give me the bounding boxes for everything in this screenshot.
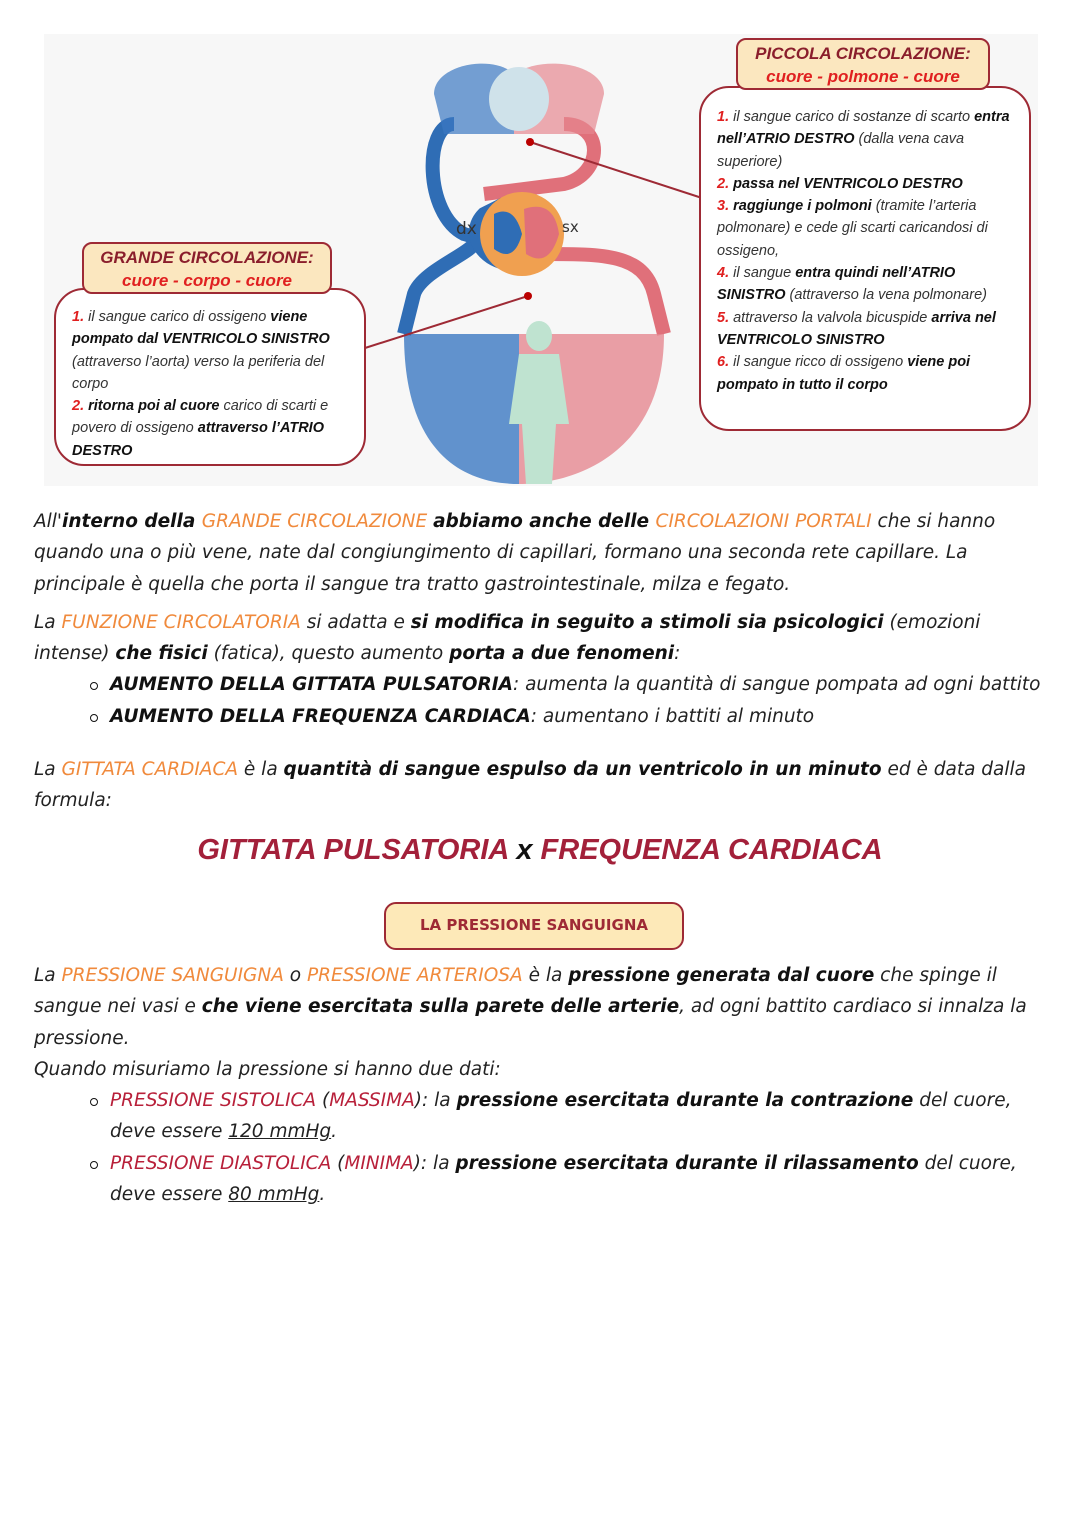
- text-run: abbiamo anche delle: [433, 511, 656, 532]
- body-text-1: [34, 506, 1044, 817]
- piccola-item-1: [717, 106, 1015, 173]
- item-text: (tramite l’arteria polmonare) e cede gli scarti caricandosi di ossigeno,: [717, 198, 988, 259]
- piccola-item-6: [717, 351, 1015, 396]
- paragraph-pressione: [34, 960, 1044, 1054]
- item-number: 6.: [717, 354, 730, 371]
- paragraph-funzione: [34, 607, 1044, 670]
- grande-item-1: [72, 306, 350, 395]
- section-heading-pressione: LA PRESSIONE SANGUIGNA: [384, 902, 684, 950]
- list-item-term: AUMENTO DELLA FREQUENZA CARDIACA: [110, 705, 531, 727]
- formula-operator: x: [508, 834, 541, 866]
- list-item: [110, 1148, 1044, 1211]
- pressure-value: 80 mmHg: [228, 1184, 320, 1206]
- text-run: .: [331, 1121, 338, 1143]
- piccola-circolazione-card: [699, 86, 1031, 431]
- item-bold: entra quindi nell’ATRIO SINISTRO: [717, 265, 956, 304]
- list-item-term: AUMENTO DELLA GITTATA PULSATORIA: [110, 674, 513, 696]
- text-run: .: [319, 1184, 326, 1206]
- list-item: [110, 669, 1044, 700]
- text-run: o: [283, 965, 307, 986]
- item-number: 2.: [717, 175, 730, 192]
- artery-path: [544, 254, 664, 334]
- pointer-dot: [524, 292, 532, 300]
- item-bold: arriva nel VENTRICOLO SINISTRO: [717, 309, 996, 348]
- grande-item-2: [72, 395, 350, 462]
- title-text: PICCOLA CIRCOLAZIONE:: [755, 44, 971, 63]
- highlight-term: PRESSIONE SANGUIGNA: [61, 965, 284, 986]
- paragraph-misura: Quando misuriamo la pressione si hanno due dati:: [34, 1058, 501, 1080]
- list-item-text: : aumentano i battiti al minuto: [530, 705, 815, 727]
- highlight-term: PRESSIONE ARTERIOSA: [306, 965, 523, 986]
- pressure-value: 120 mmHg: [228, 1121, 332, 1143]
- text-run: si adatta e: [300, 611, 411, 633]
- text-run: (: [316, 1090, 330, 1112]
- text-run: ): la: [413, 1152, 456, 1174]
- highlight-term: FUNZIONE CIRCOLATORIA: [61, 611, 301, 633]
- text-run: che spinge il sangue nei vasi e: [34, 965, 997, 1018]
- item-number: 1.: [72, 309, 85, 325]
- text-run: (: [331, 1152, 345, 1174]
- list-item-term: MINIMA: [344, 1152, 414, 1174]
- paragraph-gittata: [34, 754, 1044, 817]
- text-run: :: [674, 643, 681, 665]
- subtitle-text: cuore - corpo - cuore: [121, 271, 293, 290]
- item-text: carico di scarti e povero di ossigeno: [72, 398, 329, 437]
- text-run: è la: [238, 759, 284, 781]
- text-run: ): la: [414, 1090, 457, 1112]
- text-run: porta a due fenomeni: [449, 643, 675, 665]
- highlight-term: GRANDE CIRCOLAZIONE: [201, 511, 428, 532]
- text-run: La: [34, 611, 62, 633]
- list-item-text: : aumenta la quantità di sangue pompata ad ogni battito: [512, 674, 1041, 696]
- piccola-circolazione-title: [736, 38, 990, 90]
- text-run: del cuore, deve essere: [110, 1152, 1017, 1206]
- text-run: ed è data dalla formula:: [34, 759, 1026, 812]
- item-text: il sangue carico di sostanze di scarto: [729, 109, 975, 125]
- text-run: è la: [522, 965, 569, 986]
- item-text: il sangue ricco di ossigeno: [729, 354, 908, 371]
- item-bold: ritorna poi al cuore: [84, 398, 220, 415]
- text-run: All': [34, 511, 63, 532]
- piccola-item-2: [717, 173, 1015, 195]
- text-run: La: [34, 759, 62, 781]
- item-text: (attraverso l’aorta) verso la periferia del corpo: [72, 353, 325, 392]
- item-text: il sangue: [729, 265, 796, 282]
- pressione-list: [34, 1085, 1044, 1210]
- text-run: del cuore, deve essere: [110, 1090, 1012, 1143]
- body-text-2: [34, 960, 1044, 1210]
- title-text: GRANDE CIRCOLAZIONE:: [100, 248, 314, 267]
- list-item: [110, 1085, 1044, 1148]
- text-run: interno della: [62, 511, 202, 532]
- item-bold: attraverso l’ATRIO DESTRO: [72, 420, 324, 459]
- item-number: 3.: [717, 198, 730, 215]
- item-bold: entra nell’ATRIO DESTRO: [717, 109, 1010, 148]
- item-bold: viene poi pompato in tutto il corpo: [717, 354, 971, 393]
- item-text: il sangue carico di ossigeno: [84, 309, 271, 325]
- body-veins: [404, 334, 519, 484]
- text-run: (fatica), questo aumento: [207, 643, 450, 665]
- item-bold: passa nel VENTRICOLO DESTRO: [729, 175, 963, 192]
- list-item-term: MASSIMA: [329, 1090, 415, 1112]
- highlight-term: CIRCOLAZIONI PORTALI: [655, 511, 872, 532]
- text-run: (emozioni intense): [34, 611, 981, 665]
- text-run: che si hanno quando una o più vene, nate dal congiungimento di capillari, formano una seconda rete capillare. La principale è quella che porta il sangue tra tratto gastrointestinale, milza e fegato.: [34, 511, 996, 595]
- item-number: 5.: [717, 309, 730, 326]
- item-bold: viene pompato dal VENTRICOLO SINISTRO: [72, 309, 330, 348]
- piccola-item-4: [717, 262, 1015, 307]
- text-run: che fisici: [115, 643, 208, 665]
- item-number: 2.: [72, 398, 85, 415]
- circulation-diagram: [44, 34, 1038, 486]
- formula-term: GITTATA PULSATORIA: [197, 834, 509, 866]
- list-item: [110, 701, 1044, 732]
- highlight-term: GITTATA CARDIACA: [61, 759, 239, 781]
- pointer-dot: [526, 138, 534, 146]
- item-number: 4.: [717, 265, 730, 282]
- grande-circolazione-title: [82, 242, 332, 294]
- grande-circolazione-card: [54, 288, 366, 466]
- text-run: si modifica in seguito a stimoli sia psicologici: [410, 611, 884, 633]
- item-text: attraverso la valvola bicuspide: [729, 309, 932, 326]
- lungs-icon: [489, 67, 549, 131]
- text-run: quantità di sangue espulso da un ventricolo in un minuto: [283, 759, 882, 781]
- text-run: pressione generata dal cuore: [568, 965, 875, 986]
- label-sx: sx: [562, 218, 579, 236]
- subtitle-text: cuore - polmone - cuore: [766, 67, 960, 86]
- gittata-formula: [0, 834, 1080, 867]
- paragraph-portali: [34, 506, 1044, 600]
- text-run: che viene esercitata sulla parete delle arterie: [201, 996, 680, 1018]
- text-run: pressione esercitata durante la contrazione: [456, 1090, 914, 1112]
- piccola-item-5: [717, 307, 1015, 352]
- text-run: , ad ogni battito cardiaco si innalza la pressione.: [34, 996, 1027, 1049]
- human-figure-head: [526, 321, 552, 351]
- artery-path: [484, 124, 594, 194]
- piccola-item-3: [717, 195, 1015, 262]
- list-item-term: PRESSIONE SISTOLICA: [110, 1090, 317, 1112]
- item-number: 1.: [717, 109, 730, 125]
- item-text: (dalla vena cava superiore): [717, 131, 965, 170]
- text-run: pressione esercitata durante il rilassamento: [455, 1152, 919, 1174]
- item-text: (attraverso la vena polmonare): [785, 287, 987, 304]
- list-item-term: PRESSIONE DIASTOLICA: [110, 1152, 332, 1174]
- fenomeni-list: [34, 669, 1044, 732]
- formula-term: FREQUENZA CARDIACA: [540, 834, 883, 866]
- item-bold: raggiunge i polmoni: [729, 198, 872, 215]
- text-run: La: [34, 965, 62, 986]
- label-dx: dx: [456, 219, 477, 239]
